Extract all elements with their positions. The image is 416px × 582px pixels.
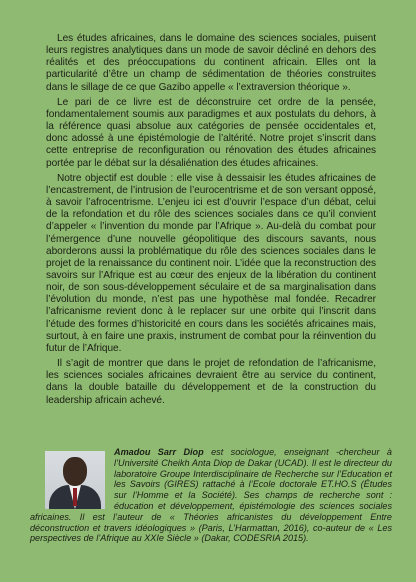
paragraph: Les études africaines, dans le domaine des sciences sociales, puisent leurs registres analytiques dans un mode de savoir décliné en dehors des réalités et des préoccupations du continent africain. Elles ont la particularité d’être un champ de sédimentation de théories construites dans le sillage de ce que Gazibo appelle « l’extraversion théorique ». (46, 33, 376, 93)
book-blurb (46, 33, 376, 407)
author-section (30, 447, 392, 544)
paragraph: Il s’agit de montrer que dans le projet de refondation de l’africanisme, les sciences sociales africaines devraient être au service du continent, dans la double bataille du développement et de la construction du leadership africain achevé. (46, 358, 376, 406)
paragraph: Notre objectif est double : elle vise à dessaisir les études africaines de l’encastrement, de l’intrusion de l’eurocentrisme et de son versant opposé, à savoir l’afrocentrisme. L’enjeu ici est d’ouvrir l’espace d’un débat, celui de la refondation et du rôle des sciences sociales dans ce qu’il convient d’appeler « l’invention du monde par l’Afrique ». Au-delà du combat pour l’émergence d’une nouvelle géopolitique des discours savants, nous aborderons aussi la problématique du rôle des sciences sociales dans le projet de la renaissance du continent noir. L’idée que la reconstruction des savoirs sur l’Afrique est au cœur des enjeux de la libération du continent noir, de son sous-développement séculaire et de sa marginalisation dans l’évolution du monde, n’est pas une hypothèse mal fondée. Recadrer l’africanisme revient donc à le replacer sur une orbite qui l’inscrit dans l’étude des formes d’historicité en cours dans les sociétés africaines mais, surtout, à en faire une praxis, instrument de combat pour la réinvention du futur de l’Afrique. (46, 172, 376, 354)
author-photo (45, 451, 105, 509)
author-bio-text: est sociologue, enseignant -chercheur à l’Université Cheikh Anta Diop de Dakar (UCAD). Il est le directeur du laboratoire Groupe Interdisciplinaire de Recherche sur l’Education et les Savoirs (GIRES) rattaché à l’Ecole doctorale ET.HO.S (Études sur l’Homme et la Société). Ses champs de recherche sont : éducation et développement, épistémologie des sciences sociales africaines. Il est l’auteur de « Théories africanistes du développement Entre déconstruction et travers idéologiques » (Paris, L’Harmattan, 2016), co-auteur de « Les perspectives de l’Afrique au XXIe Siècle » (Dakar, CODESRIA 2015). (30, 447, 392, 544)
author-name: Amadou Sarr Diop (114, 447, 204, 457)
paragraph: Le pari de ce livre est de déconstruire cet ordre de la pensée, fondamentalement soumis aux paradigmes et aux postulats du dehors, à la référence quasi absolue aux catégories de pensée occidentales et, donc adossé à une épistémologie de l’altérité. Notre projet s’inscrit dans cette entreprise de reconfiguration ou rénovation des études africaines portée par le débat sur la désaliénation des études africaines. (46, 96, 376, 169)
